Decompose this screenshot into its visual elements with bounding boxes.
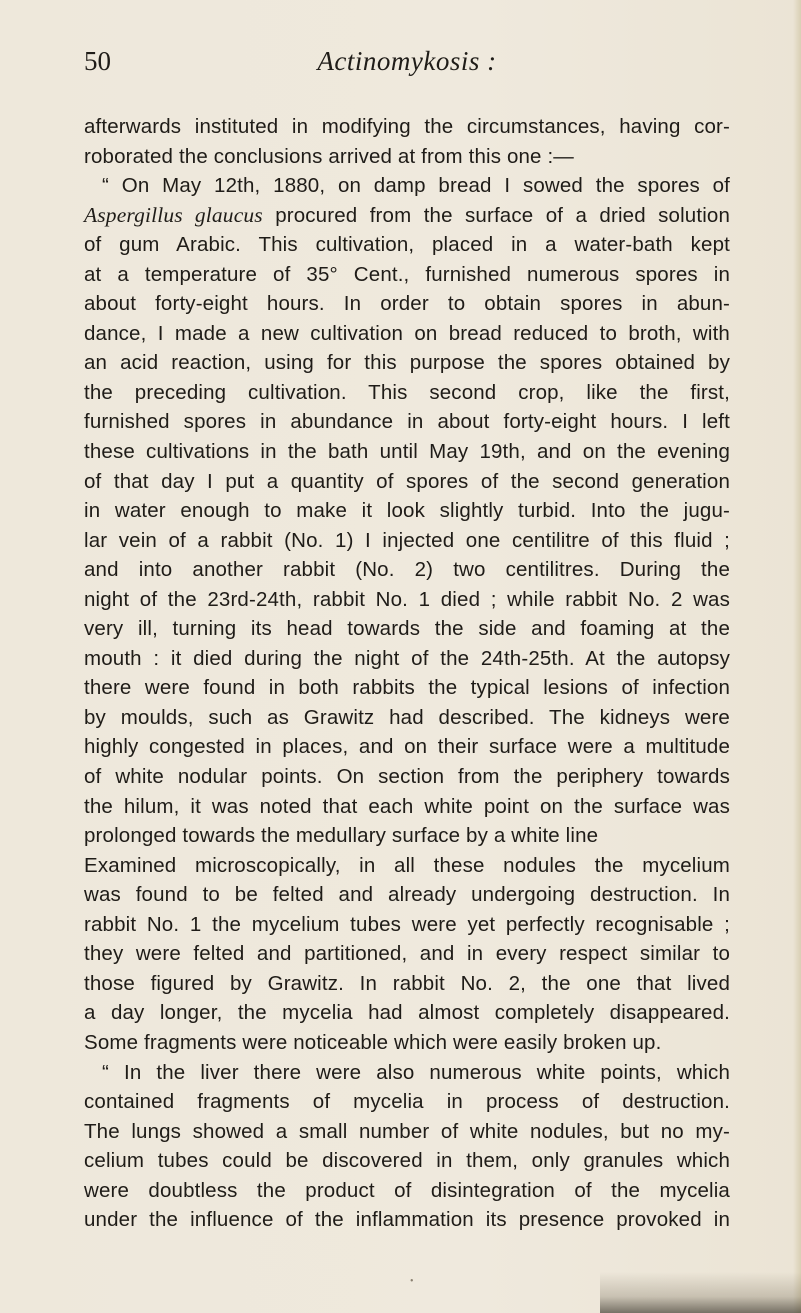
text-line: roborated the conclusions arrived at from this one :— <box>84 144 574 168</box>
text-line: “ On May 12th, 1880, on damp bread I sowed the spores of <box>102 174 730 198</box>
text-line: the hilum, it was noted that each white point on the surface was <box>84 794 730 818</box>
text-line: lar vein of a rabbit (No. 1) I injected one centilitre of this fluid ; <box>84 528 730 552</box>
text-line: there were found in both rabbits the typical lesions of infection <box>84 676 730 700</box>
page-edge-shading <box>793 0 801 1313</box>
text-line: in water enough to make it look slightly turbid. Into the jugu- <box>84 499 730 523</box>
text-line: very ill, turning its head towards the side and foaming at the <box>84 617 730 641</box>
text-line: these cultivations in the bath until May 19th, and on the evening <box>84 440 730 464</box>
text-line: by moulds, such as Grawitz had described. The kidneys were <box>84 705 730 729</box>
page-corner-shadow <box>600 1272 801 1313</box>
text-line: Some fragments were noticeable which were easily broken up. <box>84 1030 662 1054</box>
text-line: contained fragments of mycelia in process of destruction. <box>84 1090 730 1114</box>
text-line: Examined microscopically, in all these nodules the mycelium <box>84 853 730 877</box>
text-line: highly congested in places, and on their surface were a multitude <box>84 735 730 759</box>
text-line: prolonged towards the medullary surface by a white line <box>84 824 599 848</box>
text-line: of white nodular points. On section from the periphery towards <box>84 765 730 789</box>
running-head: Actinomykosis : <box>317 46 497 76</box>
text-line: dance, I made a new cultivation on bread reduced to broth, with <box>84 321 730 345</box>
text-line: the preceding cultivation. This second crop, like the first, <box>84 380 730 404</box>
text-line: a day longer, the mycelia had almost completely disappeared. <box>84 1001 730 1025</box>
text-line: The lungs showed a small number of white nodules, but no my- <box>84 1119 730 1143</box>
paper-speck: • <box>410 1276 414 1287</box>
text-line: those figured by Grawitz. In rabbit No. 2, the one that lived <box>84 971 730 995</box>
text-line: night of the 23rd-24th, rabbit No. 1 died ; while rabbit No. 2 was <box>84 587 730 611</box>
species-name: Aspergillus glaucus <box>84 202 263 227</box>
text-line: furnished spores in abundance in about forty-eight hours. I left <box>84 410 730 434</box>
text-line: of that day I put a quantity of spores of the second generation <box>84 469 730 493</box>
text-line: celium tubes could be discovered in them, only granules which <box>84 1149 730 1173</box>
text-line: an acid reaction, using for this purpose the spores obtained by <box>84 351 730 375</box>
text-line: were doubtless the product of disintegration of the mycelia <box>84 1178 730 1202</box>
text-line-with-species-name <box>84 201 730 231</box>
page-header <box>84 44 730 84</box>
text-line: afterwards instituted in modifying the circumstances, having cor- <box>84 115 730 138</box>
text-line: “ In the liver there were also numerous white points, which <box>102 1060 730 1084</box>
text-line: was found to be felted and already undergoing destruction. In <box>84 883 730 907</box>
page-number: 50 <box>84 46 111 76</box>
text-line: of gum Arabic. This cultivation, placed in a water-bath kept <box>84 233 730 257</box>
text-line: at a temperature of 35° Cent., furnished numerous spores in <box>84 262 730 286</box>
text-line: rabbit No. 1 the mycelium tubes were yet perfectly recognisable ; <box>84 912 730 936</box>
text-line-rest: procured from the surface of a dried solution <box>262 203 730 227</box>
text-line: mouth : it died during the night of the 24th-25th. At the autopsy <box>84 646 730 670</box>
text-line: they were felted and partitioned, and in every respect similar to <box>84 942 730 966</box>
text-line: and into another rabbit (No. 2) two centilitres. During the <box>84 558 730 582</box>
text-line: about forty-eight hours. In order to obtain spores in abun- <box>84 292 730 316</box>
body-text <box>84 112 730 1235</box>
text-line: under the influence of the inflammation its presence provoked in <box>84 1208 730 1232</box>
